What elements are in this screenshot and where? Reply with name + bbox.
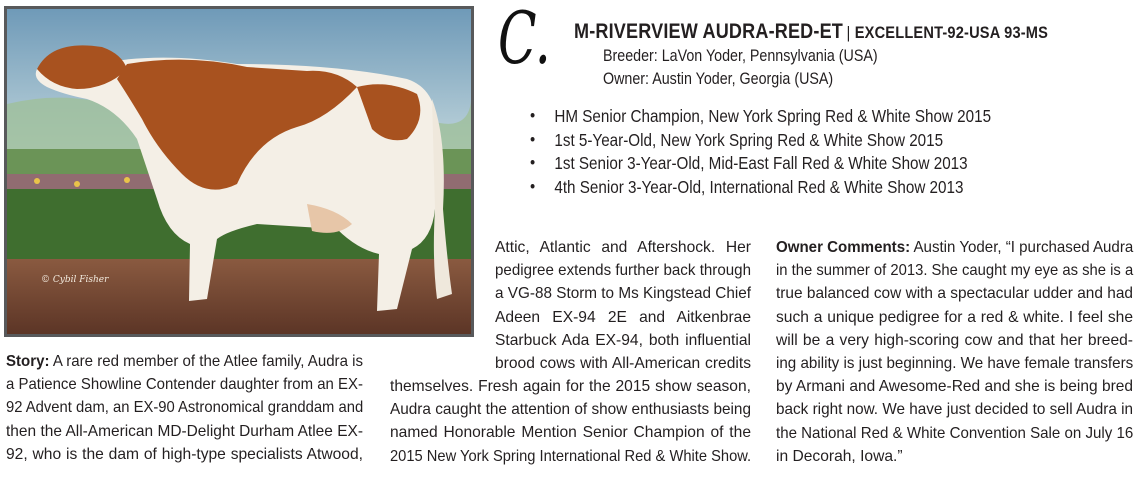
story-line: pedigree extends further back through: [495, 262, 751, 280]
story-line: named Honorable Mention Senior Champion of the: [390, 424, 751, 442]
story-continued-narrow: [495, 236, 751, 375]
story-line: Starbuck Ada EX-94, both influential: [495, 331, 751, 349]
title-separator: |: [846, 23, 851, 42]
comment-line: the National Red & White Convention Sale on July 16: [776, 424, 1134, 442]
story-line: a Patience Showline Contender daughter from an EX-: [6, 376, 363, 394]
comment-line: in Decorah, Iowa.”: [776, 447, 903, 465]
story-line: themselves. Fresh again for the 2015 show season,: [390, 378, 751, 395]
photo-credit: © Cybil Fisher: [41, 275, 109, 285]
story-line: then the All-American MD-Delight Durham Atlee EX-: [6, 422, 363, 440]
story-line: brood cows with All-American credits: [495, 355, 751, 373]
comment-line: Owner Comments: Austin Yoder, “I purchased Audra: [776, 239, 1134, 256]
comment-line: will be a very high-scoring cow and that her breed-: [776, 331, 1133, 349]
story-line: Attic, Atlantic and Aftershock. Her: [495, 239, 751, 256]
classification-letter: C.: [498, 0, 551, 80]
story-line: 92, who is the dam of high-type specialists Atwood,: [6, 445, 363, 463]
story-column: [6, 350, 363, 466]
breeder-line: Breeder: LaVon Yoder, Pennsylvania (USA): [603, 46, 878, 65]
honor-item: • 4th Senior 3-Year-Old, International Red & White Show 2013: [530, 177, 991, 201]
cow-name: M-RIVERVIEW AUDRA-RED-ET: [574, 20, 844, 43]
story-line: 2015 New York Spring International Red & White Show.: [390, 447, 752, 465]
story-line: 92 Advent dam, an EX-90 Astronomical granddam and: [6, 399, 364, 417]
story-line: Story: A rare red member of the Atlee family, Audra is: [6, 353, 364, 370]
comment-line: ing ability is just beginning. We have female transfers: [776, 355, 1134, 373]
honor-item: • HM Senior Champion, New York Spring Red & White Show 2015: [530, 106, 991, 130]
cow-title: [574, 20, 1048, 44]
story-line: Adeen EX-94 2E and Aitkenbrae: [495, 308, 751, 326]
honor-item: • 1st Senior 3-Year-Old, Mid-East Fall Red & White Show 2013: [530, 153, 991, 177]
story-line: Audra caught the attention of show enthusiasts being: [390, 401, 751, 419]
cow-rating: EXCELLENT-92-USA 93-MS: [854, 23, 1049, 42]
comment-line: back right now. We have just decided to sell Audra in: [776, 401, 1133, 419]
cow-photo-illustration: [7, 9, 471, 334]
story-line: a VG-88 Storm to Ms Kingstead Chief: [495, 285, 751, 303]
owner-comments-label: Owner Comments:: [776, 239, 911, 256]
honor-item: • 1st 5-Year-Old, New York Spring Red & White Show 2015: [530, 130, 991, 154]
comment-line: in the summer of 2013. She caught my eye as she is a: [776, 262, 1134, 280]
comment-line: true balanced cow with a spectacular udder and had: [776, 285, 1133, 303]
owner-line: Owner: Austin Yoder, Georgia (USA): [603, 69, 834, 88]
story-label: Story:: [6, 353, 50, 370]
owner-comments-column: [776, 236, 1133, 468]
cow-photo: [4, 6, 474, 337]
honors-list: [530, 106, 1060, 200]
comment-line: by Armani and Awesome-Red and she is being bred: [776, 378, 1133, 396]
comment-line: such a unique pedigree for a red & white. I feel she: [776, 308, 1133, 326]
story-continued-wide: [390, 375, 751, 468]
